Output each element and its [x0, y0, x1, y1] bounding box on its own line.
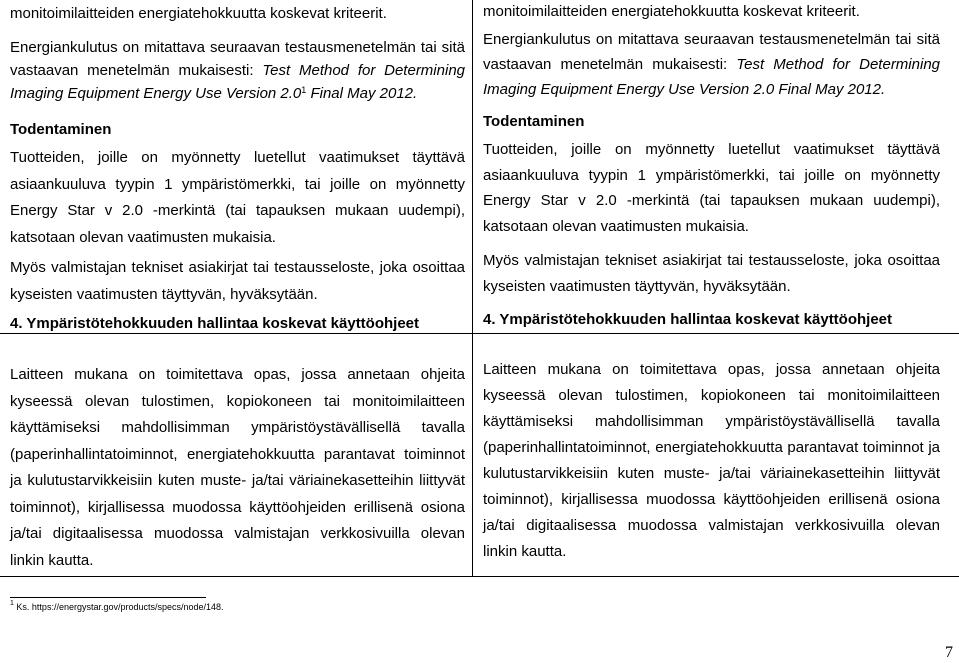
right-heading-section4: 4. Ympäristötehokkuuden hallintaa koskevat käyttöohjeet: [483, 311, 893, 328]
footnote: [10, 602, 224, 612]
column-divider: [472, 0, 473, 576]
left-footnote-ref: 1: [301, 85, 307, 95]
right-para1-text: Energiankulutus on mitattava seuraavan testausmenetelmän tai sitä vastaavan menetelmän mukaisesti:: [483, 31, 940, 73]
footnote-rule: [10, 597, 206, 598]
right-para1-italic: Test Method for Determining Imaging Equipment Energy Use Version 2.0 Final May 2012.: [483, 56, 940, 98]
right-heading-todentaminen: Todentaminen: [483, 113, 585, 130]
footnote-text: Ks. https://energystar.gov/products/specs/node/148.: [16, 602, 224, 612]
left-para4: Laitteen mukana on toimitettava opas, jossa annetaan ohjeita kyseessä olevan tulostimen, kopiokoneen tai monitoimilaitteen käyttämiseksi mahdollisimman ympäristöystävällisellä tavalla (paperinhallintatoiminnot, energiatehokkuutta parantavat toiminnot ja kulutustarvikkeisiin kuten muste- ja/tai väriainekasetteihin liittyvät toiminnot), kirjallisessa muodossa käyttöohjeiden erillisenä osiona ja/tai digitaalisessa muodossa valmistajan verkkosivuilla olevan linkin kautta.: [10, 366, 465, 569]
left-heading-todentaminen: Todentaminen: [10, 121, 112, 138]
right-para3: Myös valmistajan tekniset asiakirjat tai testausseloste, joka osoittaa kyseisten vaatimusten täyttyvän, hyväksytään.: [483, 252, 940, 295]
right-para2: Tuotteiden, joille on myönnetty luetellut vaatimukset täyttävä asiaankuuluva tyypin 1 ympäristömerkki, tai joille on myönnetty Energy Star v 2.0 -merkintä (tai tapauksen mukaan uudempi), katsotaan olevan vaatimusten mukaisia.: [483, 141, 940, 235]
left-line1: monitoimilaitteiden energiatehokkuutta koskevat kriteerit.: [10, 5, 387, 22]
left-para1-italic2: Final May 2012.: [306, 85, 418, 102]
right-line1: monitoimilaitteiden energiatehokkuutta koskevat kriteerit.: [483, 3, 860, 20]
table-bottom-border: [0, 576, 959, 577]
right-para1: [483, 27, 940, 102]
left-para2: Tuotteiden, joille on myönnetty luetellut vaatimukset täyttävä asiaankuuluva tyypin 1 ympäristömerkki, tai joille on myönnetty Energy Star v 2.0 -merkintä (tai tapauksen mukaan uudempi), katsotaan olevan vaatimusten mukaisia.: [10, 149, 465, 246]
page-number: 7: [945, 644, 953, 661]
left-para1: [10, 36, 465, 105]
left-heading-section4: 4. Ympäristötehokkuuden hallintaa koskevat käyttöohjeet: [10, 315, 420, 332]
footnote-mark: 1: [10, 600, 14, 607]
right-para4: Laitteen mukana on toimitettava opas, jossa annetaan ohjeita kyseessä olevan tulostimen, kopiokoneen tai monitoimilaitteen käyttämiseksi mahdollisimman ympäristöystävällisellä tavalla (paperinhallintatoiminnot, energiatehokkuutta parantavat toiminnot ja kulutustarvikkeisiin kuten muste- ja/tai väriainekasetteihin liittyvät toiminnot), kirjallisessa muodossa käyttöohjeiden erillisenä osiona ja/tai digitaalisessa muodossa valmistajan verkkosivuilla olevan linkin kautta.: [483, 361, 940, 560]
left-para1-italic: Test Method for Determining Imaging Equipment Energy Use Version 2.0: [10, 62, 465, 102]
left-para1-text: Energiankulutus on mitattava seuraavan testausmenetelmän tai sitä vastaavan menetelmän mukaisesti:: [10, 39, 465, 79]
left-para3: Myös valmistajan tekniset asiakirjat tai testausseloste, joka osoittaa kyseisten vaatimusten täyttyvän, hyväksytään.: [10, 259, 465, 303]
